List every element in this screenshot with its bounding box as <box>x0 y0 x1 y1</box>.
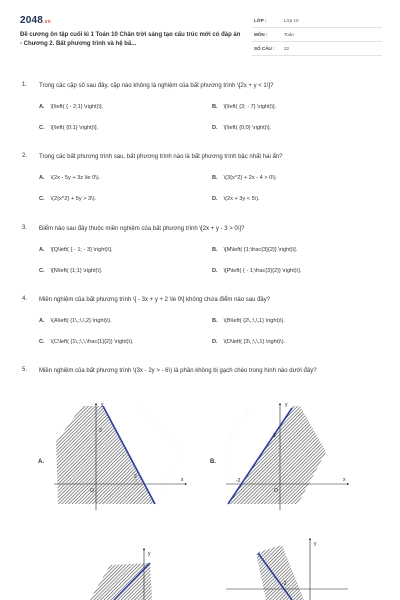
info-label: SỐ CÂU : <box>254 46 275 51</box>
origin-label: O <box>274 488 278 494</box>
graph-b-label: B. <box>210 459 216 465</box>
y-axis-label: y <box>101 402 104 408</box>
option-c[interactable]: C. \(C\left( {1\,;\,\,\frac{1}{2}} \right)\). <box>39 339 134 345</box>
question-number: 2. <box>22 153 28 159</box>
logo-main: 2048 <box>20 15 44 26</box>
option-a[interactable]: A. \(A\left( {1\,;\,\,2} \right)\). <box>39 318 112 324</box>
graph-c[interactable] <box>50 545 190 600</box>
question-4 <box>22 296 382 356</box>
option-b[interactable]: B. \[M\left( {1;\frac{3}{2}} \right)\]. <box>212 247 298 253</box>
question-2 <box>22 153 382 213</box>
option-a[interactable]: A. \[Q\left( { - 1; - 3} \right)\]. <box>39 247 113 253</box>
x-tick-label: 2 <box>134 474 137 480</box>
question-number: 1. <box>22 82 28 88</box>
y-axis-label: y <box>285 402 288 408</box>
question-3 <box>22 225 382 285</box>
y-axis-label: y <box>314 541 317 547</box>
option-c[interactable]: C. \[\left( {0;1} \right)\]. <box>39 125 99 131</box>
question-text: Miền nghiệm của bất phương trình \[ - 3x + y + 2 \le 0\] không chứa điểm nào sau đây? <box>39 297 271 303</box>
option-c[interactable]: C. \[N\left( {1;1} \right)\]. <box>39 268 103 274</box>
question-number: 3. <box>22 225 28 231</box>
y-tick-label: 3 <box>99 428 102 434</box>
graph-b[interactable] <box>222 400 352 512</box>
origin-label: O <box>90 488 94 494</box>
x-tick-label: -2 <box>282 581 287 587</box>
info-value: Lớp 10 <box>284 18 299 23</box>
page-header <box>0 0 400 62</box>
graph-a-label: A. <box>38 459 44 465</box>
info-label: MÔN : <box>254 32 268 37</box>
option-a[interactable]: A. \(2x - 5y + 3z \le 0\). <box>39 175 101 181</box>
info-row-count <box>252 43 382 56</box>
question-5 <box>22 367 382 391</box>
question-text: Điểm nào sau đây thuộc miền nghiệm của bất phương trình \[2x + y - 3 > 0\]? <box>39 226 245 232</box>
question-text: Trong các cặp số sau đây, cặp nào không là nghiệm của bất phương trình \[2x + y < 1\]? <box>39 83 274 89</box>
option-d[interactable]: D. \[\left( {0;0} \right)\]. <box>212 125 272 131</box>
x-axis-label: x <box>181 477 184 483</box>
graph-d[interactable] <box>222 535 352 600</box>
hatched-region <box>256 545 304 600</box>
question-text: Trong các bất phương trình sau, bất phương trình nào là bất phương trình bậc nhất hai ẩn? <box>39 154 283 160</box>
logo-suffix: .vn <box>43 19 51 25</box>
option-d[interactable]: D. \(D\left( {3\,;\,\,1} \right)\). <box>212 339 286 345</box>
site-logo[interactable] <box>20 15 51 26</box>
option-b[interactable]: B. \[\left( {3; - 7} \right)\]. <box>212 104 277 110</box>
option-b[interactable]: B. \(B\left( {2\,;\,\,1} \right)\). <box>212 318 285 324</box>
x-axis-label: x <box>343 477 346 483</box>
option-c[interactable]: C. \(2{x^2} + 5y > 3\). <box>39 196 97 202</box>
question-number: 4. <box>22 296 28 302</box>
question-number: 5. <box>22 367 28 373</box>
option-a[interactable]: A. \[\left( { - 2;1} \right)\]. <box>39 104 104 110</box>
y-tick-label: 3 <box>273 433 276 439</box>
info-label: LỚP : <box>254 18 267 23</box>
document-title: Đề cương ôn tập cuối kì 1 Toán 10 Chân trời sáng tạo cấu trúc mới có đáp án - Chương 2. Bất phương trình và hệ bấ... <box>20 32 241 47</box>
x-tick-label: -2 <box>236 478 241 484</box>
y-axis-label: y <box>148 551 151 557</box>
option-b[interactable]: B. \(3{x^2} + 2x - 4 > 0\). <box>212 175 278 181</box>
question-1 <box>22 82 382 142</box>
graph-a[interactable] <box>50 400 190 512</box>
option-d[interactable]: D. \(2x + 3y < 5\). <box>212 196 260 202</box>
info-row-subject <box>252 29 382 42</box>
question-text: Miền nghiệm của bất phương trình \(3x - 2y > - 6\) là phần không bị gạch chéo trong hình nào dưới đây? <box>39 368 317 374</box>
info-value: Toán <box>284 32 294 37</box>
info-row-class <box>252 15 382 28</box>
info-value: 22 <box>284 46 290 51</box>
option-d[interactable]: D. \[P\left( { - 1;\frac{3}{2}} \right)\]. <box>212 268 302 274</box>
